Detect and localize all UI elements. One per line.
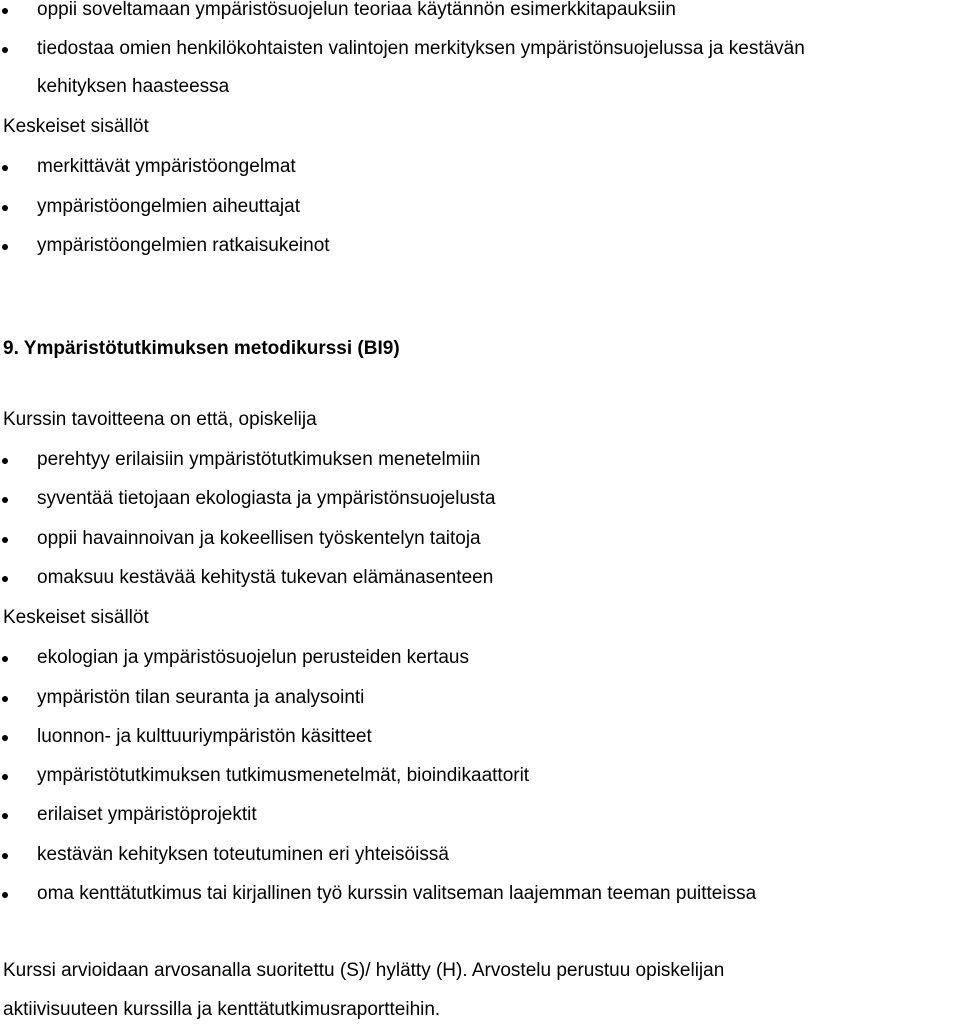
list-item-text: perehtyy erilaisiin ympäristötutkimuksen menetelmiin xyxy=(37,449,481,470)
list-item-text: erilaiset ympäristöprojektit xyxy=(37,804,257,825)
contents-label: Keskeiset sisällöt xyxy=(3,607,149,628)
bullet-icon xyxy=(2,813,8,819)
bullet-icon xyxy=(2,165,8,171)
bullet-icon xyxy=(2,497,8,503)
list-item-text: syventää tietojaan ekologiasta ja ympäristönsuojelusta xyxy=(37,488,496,509)
bullet-icon xyxy=(2,458,8,464)
list-item-continuation: kehityksen haasteessa xyxy=(37,76,230,97)
list-item-text: ympäristön tilan seuranta ja analysointi xyxy=(37,687,365,708)
bullet-icon xyxy=(2,537,8,543)
list-item-text: luonnon- ja kulttuuriympäristön käsitteet xyxy=(37,726,372,747)
bullet-icon xyxy=(2,892,8,898)
list-item-text: oppii havainnoivan ja kokeellisen työskentelyn taitoja xyxy=(37,528,481,549)
list-item-text: omaksuu kestävää kehitystä tukevan elämänasenteen xyxy=(37,567,494,588)
course-title: 9. Ympäristötutkimuksen metodikurssi (BI9) xyxy=(3,338,400,359)
list-item-text: ympäristöongelmien ratkaisukeinot xyxy=(37,235,330,256)
bullet-icon xyxy=(2,774,8,780)
list-item-text: tiedostaa omien henkilökohtaisten valintojen merkityksen ympäristönsuojelussa ja kestävän xyxy=(37,38,805,59)
list-item-text: oma kenttätutkimus tai kirjallinen työ kurssin valitseman laajemman teeman puitteissa xyxy=(37,883,757,904)
bullet-icon xyxy=(2,47,8,53)
list-item-text: ympäristötutkimuksen tutkimusmenetelmät, bioindikaattorit xyxy=(37,765,530,786)
assessment-text: Kurssi arvioidaan arvosanalla suoritettu (S)/ hylätty (H). Arvostelu perustuu opiskelijan xyxy=(3,960,725,981)
course-intro: Kurssin tavoitteena on että, opiskelija xyxy=(3,409,317,430)
bullet-icon xyxy=(2,576,8,582)
bullet-icon xyxy=(2,735,8,741)
bullet-icon xyxy=(2,205,8,211)
bullet-icon xyxy=(2,696,8,702)
bullet-icon xyxy=(2,656,8,662)
assessment-text: aktiivisuuteen kurssilla ja kenttätutkimusraportteihin. xyxy=(3,999,441,1020)
bullet-icon xyxy=(2,853,8,859)
bullet-icon xyxy=(2,8,8,14)
bullet-icon xyxy=(2,244,8,250)
contents-label: Keskeiset sisällöt xyxy=(3,116,149,137)
list-item-text: kestävän kehityksen toteutuminen eri yhteisöissä xyxy=(37,844,449,865)
list-item-text: merkittävät ympäristöongelmat xyxy=(37,156,296,177)
list-item-text: oppii soveltamaan ympäristösuojelun teoriaa käytännön esimerkkitapauksiin xyxy=(37,0,676,20)
list-item-text: ekologian ja ympäristösuojelun perusteiden kertaus xyxy=(37,647,469,668)
list-item-text: ympäristöongelmien aiheuttajat xyxy=(37,196,300,217)
